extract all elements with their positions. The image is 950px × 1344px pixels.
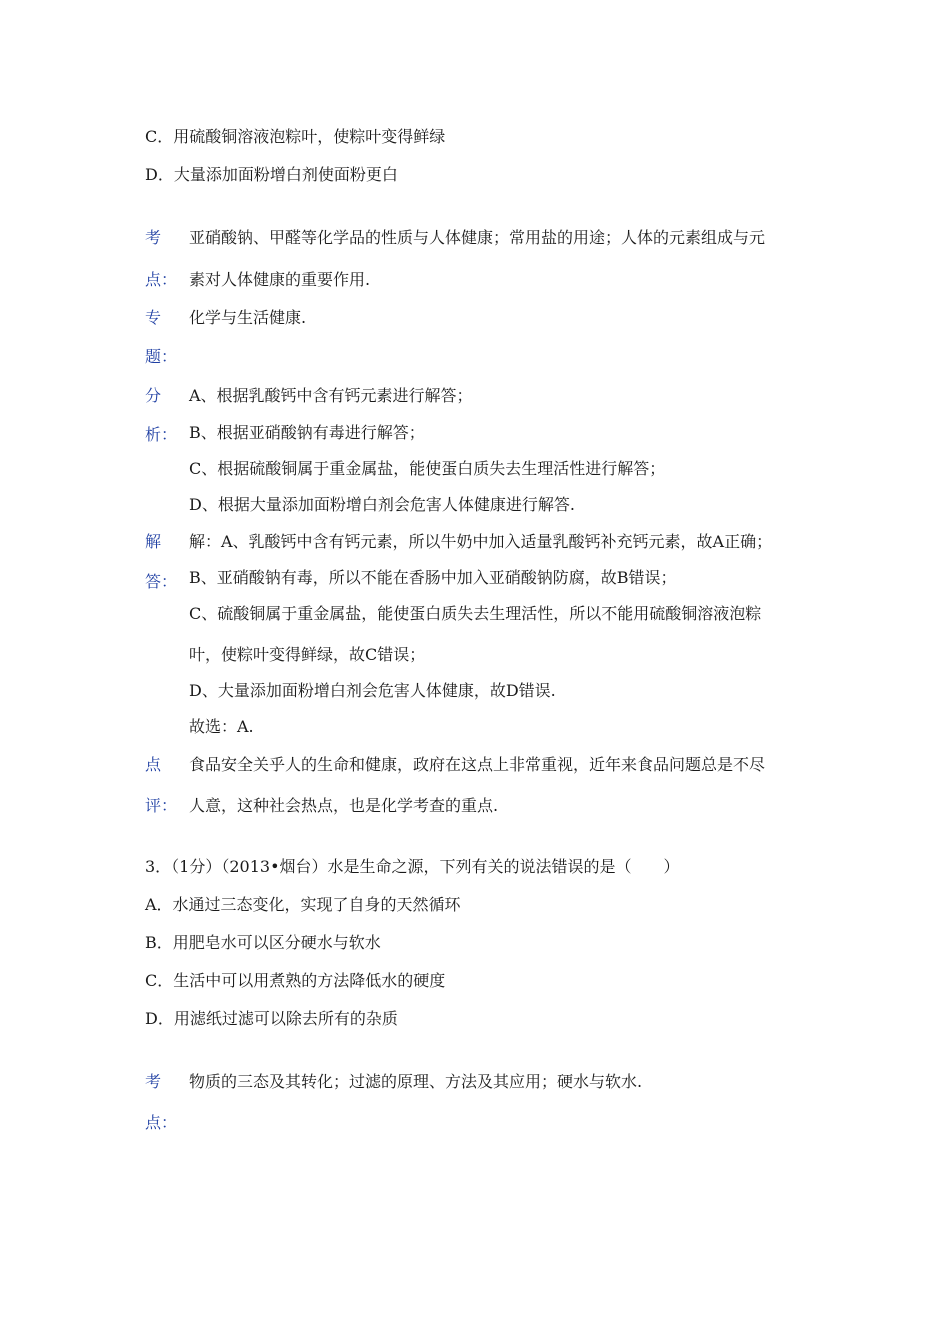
fenxi-line: D、根据大量添加面粉增白剂会危害人体健康进行解答. bbox=[189, 495, 575, 514]
option-d: D．大量添加面粉增白剂使面粉更白 bbox=[145, 165, 398, 184]
kaodian-line: 亚硝酸钠、甲醛等化学品的性质与人体健康；常用盐的用途；人体的元素组成与元 bbox=[189, 228, 766, 247]
q3-section-label-kaodian-2: 点： bbox=[145, 1113, 178, 1132]
q3-option-d: D．用滤纸过滤可以除去所有的杂质 bbox=[145, 1009, 398, 1028]
zhuanti-line: 化学与生活健康. bbox=[189, 308, 307, 327]
section-label-zhuanti-1: 专 bbox=[145, 308, 162, 327]
section-label-kaodian-1: 考 bbox=[145, 228, 162, 247]
jieda-line: B、亚硝酸钠有毒，所以不能在香肠中加入亚硝酸钠防腐，故B错误； bbox=[189, 568, 677, 587]
section-label-zhuanti-2: 题： bbox=[145, 347, 178, 366]
section-label-fenxi-1: 分 bbox=[145, 386, 162, 405]
dianping-line: 人意，这种社会热点，也是化学考查的重点. bbox=[189, 796, 499, 815]
dianping-line: 食品安全关乎人的生命和健康，政府在这点上非常重视，近年来食品问题总是不尽 bbox=[189, 755, 766, 774]
section-label-kaodian-2: 点： bbox=[145, 270, 178, 289]
q3-option-c: C．生活中可以用煮熟的方法降低水的硬度 bbox=[145, 971, 446, 990]
q3-section-label-kaodian-1: 考 bbox=[145, 1072, 162, 1091]
fenxi-line: B、根据亚硝酸钠有毒进行解答； bbox=[189, 423, 425, 442]
jieda-line: 故选：A. bbox=[189, 717, 254, 736]
q3-kaodian-line: 物质的三态及其转化；过滤的原理、方法及其应用；硬水与软水. bbox=[189, 1072, 643, 1091]
option-c: C．用硫酸铜溶液泡粽叶，使粽叶变得鲜绿 bbox=[145, 127, 446, 146]
section-label-fenxi-2: 析： bbox=[145, 425, 178, 444]
fenxi-line: C、根据硫酸铜属于重金属盐，能使蛋白质失去生理活性进行解答； bbox=[189, 459, 666, 478]
jieda-line: C、硫酸铜属于重金属盐，能使蛋白质失去生理活性，所以不能用硫酸铜溶液泡粽 bbox=[189, 604, 762, 623]
fenxi-line: A、根据乳酸钙中含有钙元素进行解答； bbox=[189, 386, 473, 405]
kaodian-line: 素对人体健康的重要作用. bbox=[189, 270, 371, 289]
section-label-jieda-1: 解 bbox=[145, 532, 162, 551]
q3-option-b: B．用肥皂水可以区分硬水与软水 bbox=[145, 933, 381, 952]
jieda-line: 解：A、乳酸钙中含有钙元素，所以牛奶中加入适量乳酸钙补充钙元素，故A正确； bbox=[189, 532, 773, 551]
q3-option-a: A．水通过三态变化，实现了自身的天然循环 bbox=[145, 895, 461, 914]
jieda-line: D、大量添加面粉增白剂会危害人体健康，故D错误. bbox=[189, 681, 556, 700]
section-label-jieda-2: 答： bbox=[145, 572, 178, 591]
section-label-dianping-1: 点 bbox=[145, 755, 162, 774]
jieda-line: 叶，使粽叶变得鲜绿，故C错误； bbox=[189, 645, 426, 664]
section-label-dianping-2: 评： bbox=[145, 796, 178, 815]
question-3-stem: 3．（1分）（2013•烟台）水是生命之源，下列有关的说法错误的是（ ） bbox=[145, 857, 680, 876]
